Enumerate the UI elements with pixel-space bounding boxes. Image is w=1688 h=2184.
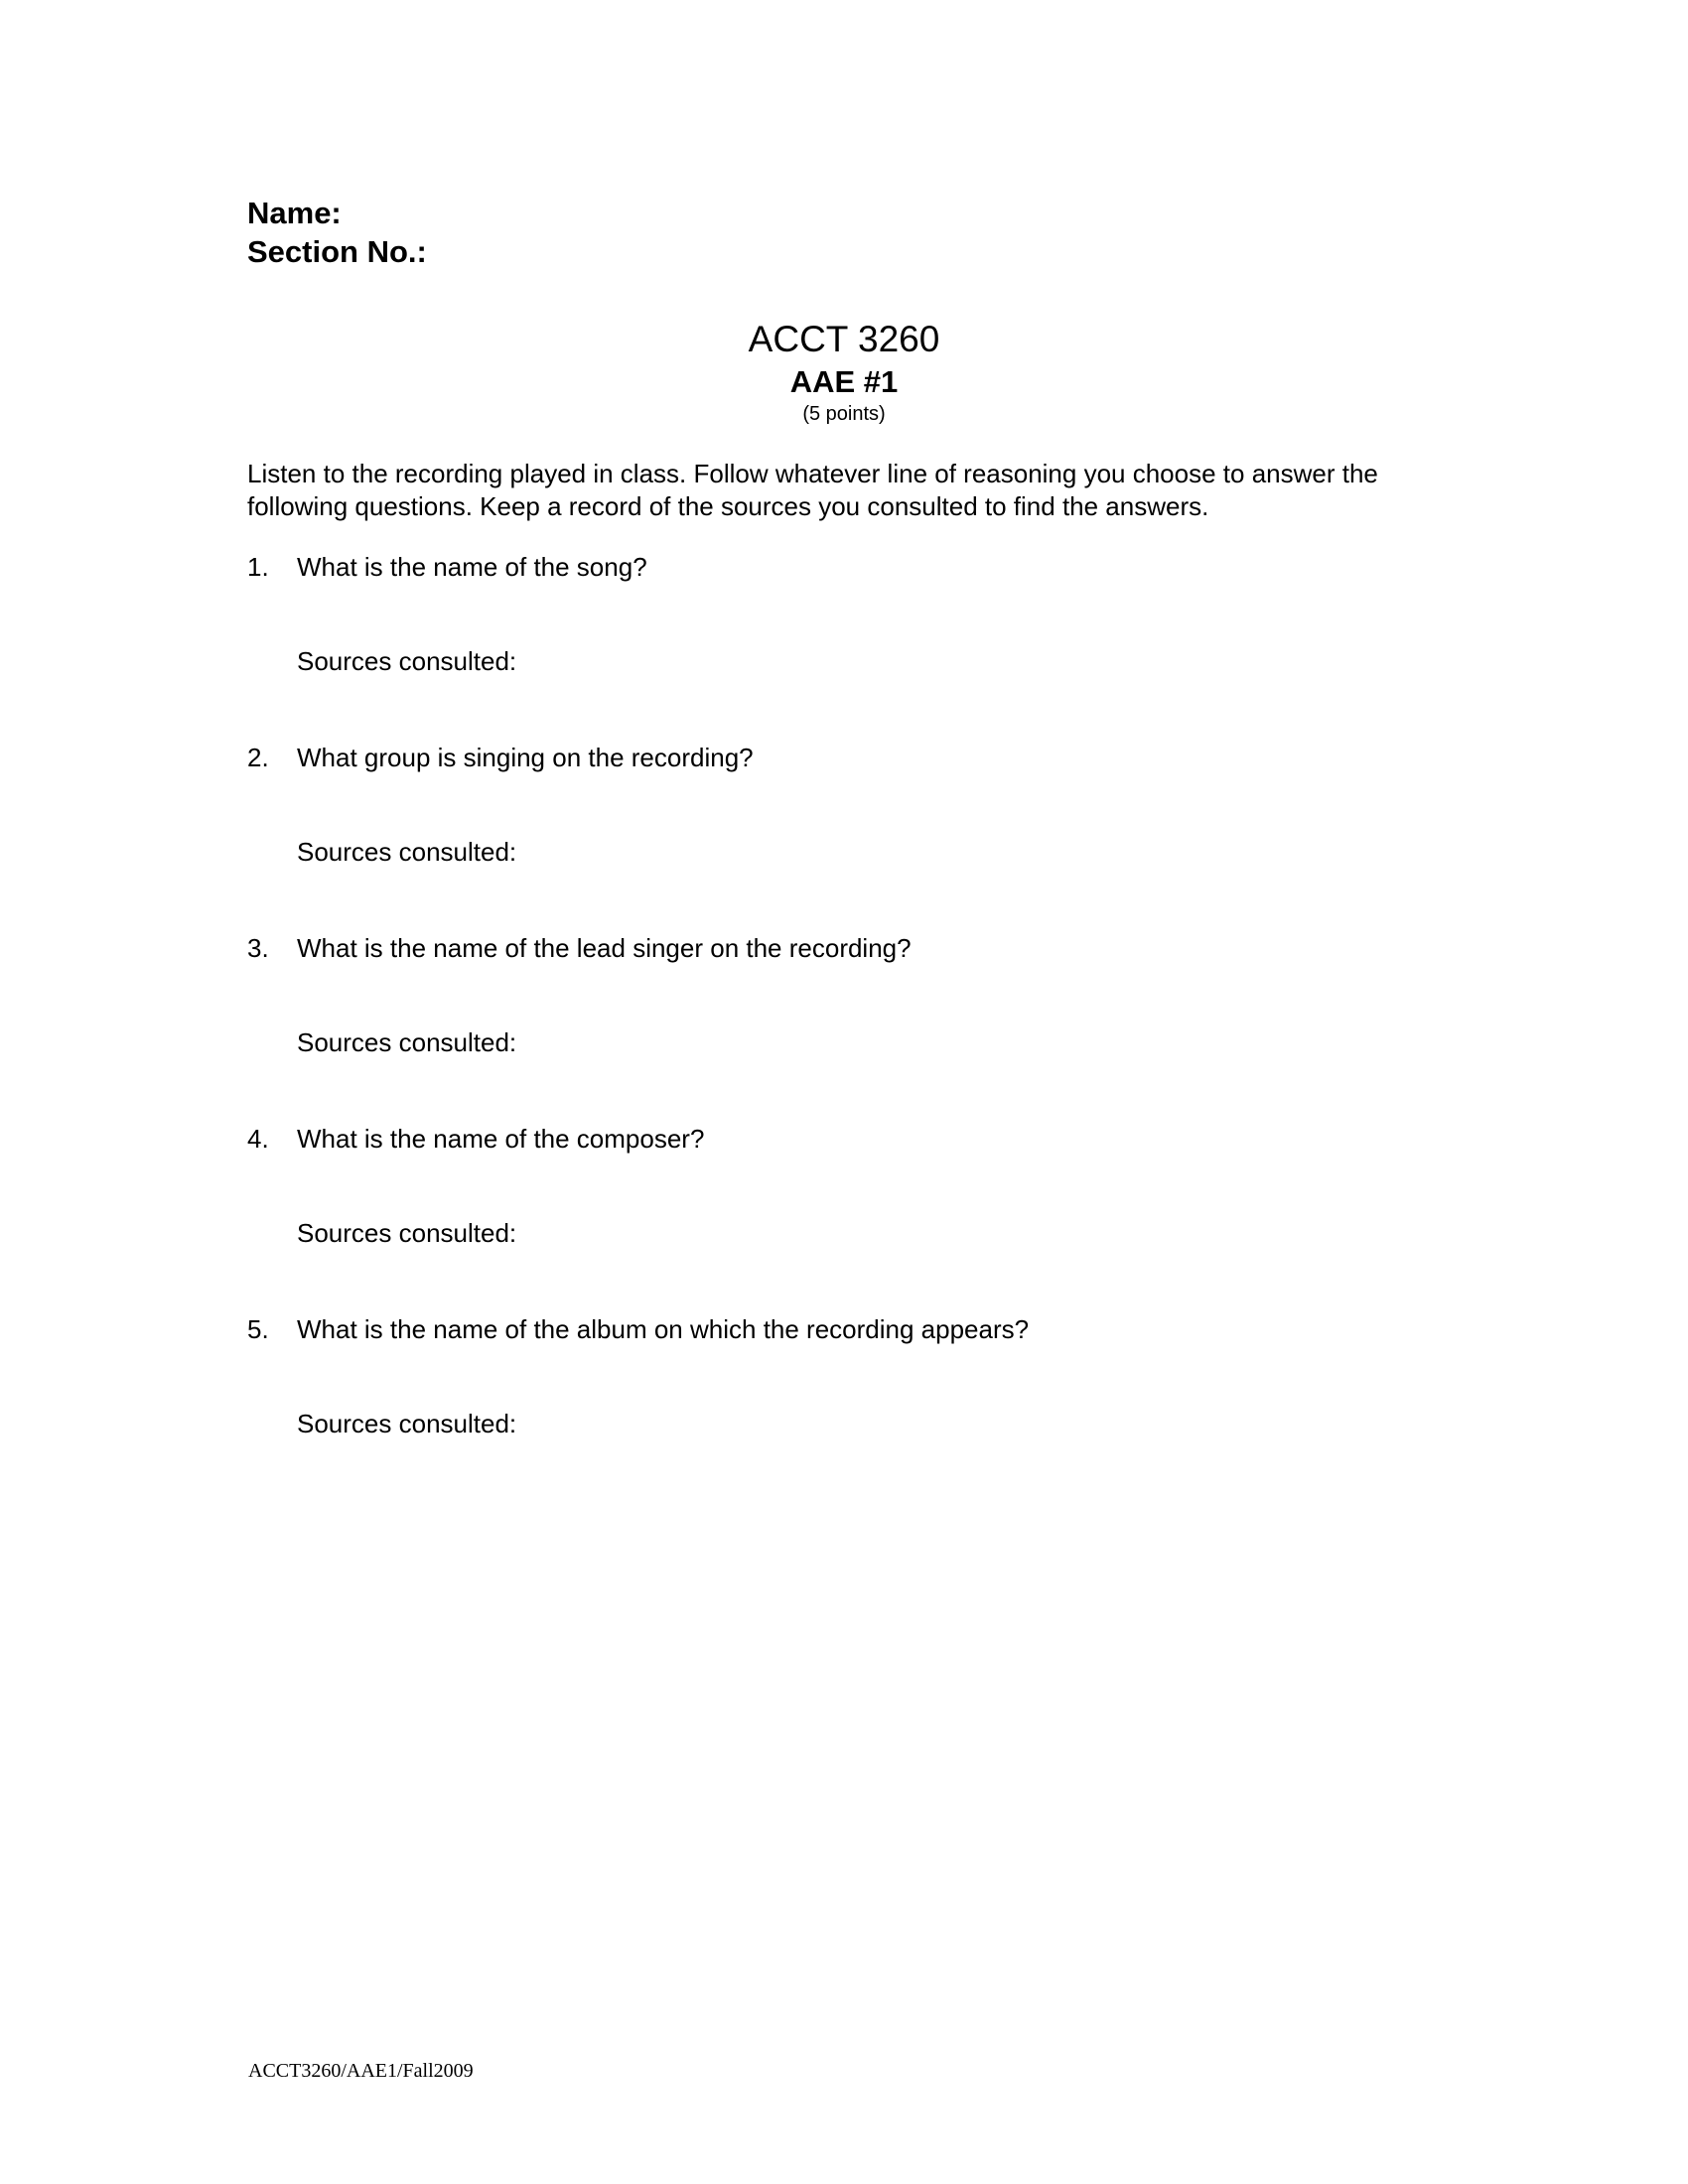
question-text: What is the name of the lead singer on the recording? — [297, 933, 912, 963]
sources-consulted-label: Sources consulted: — [297, 837, 517, 867]
sources-consulted-label: Sources consulted: — [297, 1027, 517, 1057]
question-list — [247, 551, 1459, 1504]
name-label: Name: — [247, 196, 342, 230]
sources-consulted-label: Sources consulted: — [297, 1409, 517, 1438]
question-text: What is the name of the composer? — [297, 1124, 705, 1154]
question-text: What group is singing on the recording? — [297, 743, 754, 772]
question-number: 4. — [247, 1124, 269, 1154]
points-label: (5 points) — [802, 403, 886, 425]
footer-document-id: ACCT3260/AAE1/Fall2009 — [248, 2060, 474, 2082]
assignment-title: AAE #1 — [789, 364, 899, 399]
question-text: What is the name of the song? — [297, 552, 647, 582]
question-number: 2. — [247, 743, 269, 772]
question-number: 5. — [247, 1314, 269, 1344]
question-item-4 — [247, 1123, 1459, 1313]
header-fields — [247, 194, 427, 271]
question-text: What is the name of the album on which the recording appears? — [297, 1314, 1030, 1344]
question-number: 3. — [247, 933, 269, 963]
section-label: Section No.: — [247, 234, 427, 269]
sources-consulted-label: Sources consulted: — [297, 1218, 517, 1248]
instructions-paragraph: Listen to the recording played in class. Follow whatever line of reasoning you choose to answer the following questions. Keep a record of the sources you consulted to find the answers. — [247, 459, 1378, 521]
question-item-2 — [247, 742, 1459, 932]
question-item-5 — [247, 1313, 1459, 1504]
title-block — [0, 316, 1688, 427]
question-item-3 — [247, 932, 1459, 1123]
course-title: ACCT 3260 — [748, 319, 940, 359]
sources-consulted-label: Sources consulted: — [297, 646, 517, 676]
question-number: 1. — [247, 552, 269, 582]
question-item-1 — [247, 551, 1459, 742]
